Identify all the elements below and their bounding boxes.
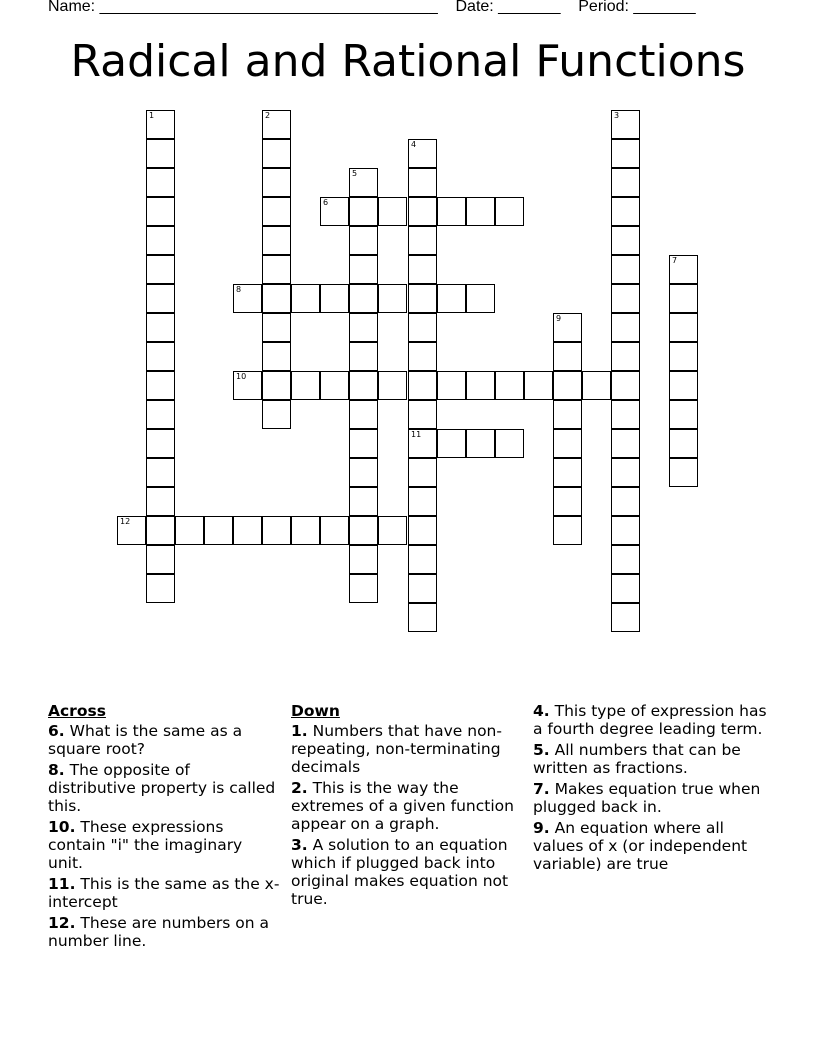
crossword-cell[interactable] xyxy=(437,284,466,313)
crossword-cell[interactable] xyxy=(408,603,437,632)
crossword-cell[interactable] xyxy=(349,429,378,458)
clue-item xyxy=(48,722,280,758)
crossword-cell[interactable] xyxy=(669,429,698,458)
clue-text: Makes equation true when plugged back in. xyxy=(533,780,761,816)
crossword-cell[interactable] xyxy=(669,313,698,342)
clue-text: This type of expression has a fourth degree leading term. xyxy=(533,702,767,738)
clue-item xyxy=(291,722,527,776)
crossword-cell[interactable] xyxy=(262,226,291,255)
crossword-cell[interactable] xyxy=(146,342,175,371)
crossword-cell[interactable] xyxy=(175,516,204,545)
clue-number: 7. xyxy=(533,780,550,798)
clue-item xyxy=(533,702,773,738)
crossword-cell[interactable] xyxy=(320,516,349,545)
crossword-cell[interactable] xyxy=(408,342,437,371)
across-clue-list xyxy=(48,722,280,950)
clue-number: 9. xyxy=(533,819,550,837)
across-heading: Across xyxy=(48,702,106,720)
crossword-cell[interactable] xyxy=(408,284,437,313)
down-clue-list-continued xyxy=(533,702,773,873)
crossword-cell[interactable] xyxy=(553,313,582,342)
clue-number-label: 3 xyxy=(614,111,620,120)
crossword-cell[interactable] xyxy=(233,371,262,400)
clue-number: 10. xyxy=(48,818,76,836)
crossword-cell[interactable] xyxy=(146,487,175,516)
crossword-cell[interactable] xyxy=(349,516,378,545)
clue-number: 3. xyxy=(291,836,308,854)
crossword-cell[interactable] xyxy=(408,313,437,342)
clue-number: 8. xyxy=(48,761,65,779)
crossword-cell[interactable] xyxy=(349,574,378,603)
crossword-cell[interactable] xyxy=(669,400,698,429)
crossword-cell[interactable] xyxy=(320,371,349,400)
crossword-cell[interactable] xyxy=(611,197,640,226)
crossword-cell[interactable] xyxy=(146,313,175,342)
crossword-cell[interactable] xyxy=(669,284,698,313)
crossword-cell[interactable] xyxy=(262,284,291,313)
crossword-cell[interactable] xyxy=(553,487,582,516)
crossword-cell[interactable] xyxy=(611,487,640,516)
clue-item xyxy=(48,875,280,911)
clue-number-label: 4 xyxy=(411,140,417,149)
crossword-cell[interactable] xyxy=(669,458,698,487)
crossword-cell[interactable] xyxy=(611,400,640,429)
crossword-cell[interactable] xyxy=(611,313,640,342)
clue-item xyxy=(48,761,280,815)
crossword-cell[interactable] xyxy=(349,487,378,516)
crossword-cell[interactable] xyxy=(262,313,291,342)
crossword-cell[interactable] xyxy=(320,197,349,226)
clue-number-label: 10 xyxy=(236,372,247,381)
crossword-cell[interactable] xyxy=(611,371,640,400)
crossword-cell[interactable] xyxy=(611,110,640,139)
crossword-cell[interactable] xyxy=(349,400,378,429)
clue-item xyxy=(533,741,773,777)
clue-item xyxy=(533,819,773,873)
crossword-cell[interactable] xyxy=(611,545,640,574)
crossword-cell[interactable] xyxy=(349,284,378,313)
crossword-cell[interactable] xyxy=(524,371,553,400)
crossword-cell[interactable] xyxy=(349,342,378,371)
crossword-cell[interactable] xyxy=(611,168,640,197)
clue-number: 11. xyxy=(48,875,76,893)
crossword-cell[interactable] xyxy=(553,371,582,400)
clue-item xyxy=(48,914,280,950)
clue-text: The opposite of distributive property is called this. xyxy=(48,761,276,815)
crossword-cell[interactable] xyxy=(146,458,175,487)
crossword-cell[interactable] xyxy=(408,545,437,574)
crossword-cell[interactable] xyxy=(262,255,291,284)
crossword-cell[interactable] xyxy=(378,284,407,313)
crossword-cell[interactable] xyxy=(146,516,175,545)
crossword-cell[interactable] xyxy=(349,458,378,487)
crossword-cell[interactable] xyxy=(146,284,175,313)
crossword-cell[interactable] xyxy=(408,458,437,487)
crossword-cell[interactable] xyxy=(437,371,466,400)
crossword-cell[interactable] xyxy=(291,371,320,400)
clue-item xyxy=(533,780,773,816)
clue-item xyxy=(291,836,527,908)
crossword-cell[interactable] xyxy=(408,574,437,603)
crossword-cell[interactable] xyxy=(117,516,146,545)
crossword-cell[interactable] xyxy=(553,458,582,487)
crossword-cell[interactable] xyxy=(611,284,640,313)
crossword-cell[interactable] xyxy=(553,400,582,429)
crossword-cell[interactable] xyxy=(408,139,437,168)
crossword-cell[interactable] xyxy=(146,400,175,429)
clue-text: What is the same as a square root? xyxy=(48,722,243,758)
crossword-cell[interactable] xyxy=(349,255,378,284)
crossword-cell[interactable] xyxy=(291,516,320,545)
crossword-cell[interactable] xyxy=(408,400,437,429)
crossword-cell[interactable] xyxy=(466,197,495,226)
clue-number-label: 11 xyxy=(411,430,422,439)
clue-number: 12. xyxy=(48,914,76,932)
crossword-cell[interactable] xyxy=(611,342,640,371)
clue-number: 6. xyxy=(48,722,65,740)
clue-number: 4. xyxy=(533,702,550,720)
crossword-cell[interactable] xyxy=(262,342,291,371)
crossword-cell[interactable] xyxy=(466,284,495,313)
crossword-cell[interactable] xyxy=(146,110,175,139)
crossword-cell[interactable] xyxy=(262,197,291,226)
crossword-cell[interactable] xyxy=(495,429,524,458)
crossword-cell[interactable] xyxy=(437,197,466,226)
clue-number-label: 7 xyxy=(672,256,678,265)
crossword-cell[interactable] xyxy=(408,516,437,545)
crossword-cell[interactable] xyxy=(146,197,175,226)
crossword-cell[interactable] xyxy=(553,342,582,371)
clue-text: This is the same as the x-intercept xyxy=(48,875,280,911)
clue-text: All numbers that can be written as fractions. xyxy=(533,741,741,777)
clue-number-label: 9 xyxy=(556,314,562,323)
crossword-cell[interactable] xyxy=(553,516,582,545)
crossword-cell[interactable] xyxy=(611,516,640,545)
crossword-cell[interactable] xyxy=(349,545,378,574)
crossword-cell[interactable] xyxy=(611,255,640,284)
crossword-cell[interactable] xyxy=(408,168,437,197)
crossword-cell[interactable] xyxy=(611,429,640,458)
clue-number-label: 12 xyxy=(120,517,131,526)
crossword-cell[interactable] xyxy=(146,429,175,458)
crossword-cell[interactable] xyxy=(320,284,349,313)
down-clue-list xyxy=(291,722,527,908)
crossword-cell[interactable] xyxy=(262,516,291,545)
clue-number-label: 6 xyxy=(323,198,329,207)
crossword-cell[interactable] xyxy=(408,429,437,458)
clues-column-down-continued xyxy=(533,702,773,876)
crossword-cell[interactable] xyxy=(466,429,495,458)
clue-item xyxy=(291,779,527,833)
clue-text: These expressions contain "i" the imaginary unit. xyxy=(48,818,243,872)
clue-text: An equation where all values of x (or independent variable) are true xyxy=(533,819,748,873)
crossword-cell[interactable] xyxy=(349,226,378,255)
crossword-cell[interactable] xyxy=(611,226,640,255)
crossword-cell[interactable] xyxy=(146,255,175,284)
down-heading: Down xyxy=(291,702,340,720)
crossword-cell[interactable] xyxy=(262,168,291,197)
clue-number-label: 1 xyxy=(149,111,155,120)
clue-item xyxy=(48,818,280,872)
crossword-cell[interactable] xyxy=(378,516,407,545)
crossword-cell[interactable] xyxy=(611,458,640,487)
crossword-cell[interactable] xyxy=(611,574,640,603)
crossword-cell[interactable] xyxy=(495,371,524,400)
crossword-cell[interactable] xyxy=(669,342,698,371)
crossword-cell[interactable] xyxy=(262,110,291,139)
crossword-cell[interactable] xyxy=(146,574,175,603)
clue-text: A solution to an equation which if plugged back into original makes equation not true. xyxy=(291,836,509,908)
crossword-cell[interactable] xyxy=(466,371,495,400)
name-date-period-line: Name: ______________________________________ Date: _______ Period: _______ xyxy=(48,0,696,15)
crossword-cell[interactable] xyxy=(146,168,175,197)
crossword-cell[interactable] xyxy=(291,284,320,313)
crossword-cell[interactable] xyxy=(408,371,437,400)
crossword-cell[interactable] xyxy=(349,197,378,226)
crossword-cell[interactable] xyxy=(378,371,407,400)
crossword-cell[interactable] xyxy=(146,371,175,400)
crossword-cell[interactable] xyxy=(349,371,378,400)
crossword-cell[interactable] xyxy=(233,284,262,313)
crossword-cell[interactable] xyxy=(262,139,291,168)
crossword-cell[interactable] xyxy=(582,371,611,400)
crossword-cell[interactable] xyxy=(408,226,437,255)
crossword-cell[interactable] xyxy=(669,371,698,400)
clue-number-label: 5 xyxy=(352,169,358,178)
crossword-cell[interactable] xyxy=(408,487,437,516)
crossword-cell[interactable] xyxy=(437,429,466,458)
crossword-cell[interactable] xyxy=(553,429,582,458)
clues-column-down xyxy=(291,702,527,911)
clue-text: These are numbers on a number line. xyxy=(48,914,269,950)
crossword-cell[interactable] xyxy=(611,603,640,632)
crossword-cell[interactable] xyxy=(349,168,378,197)
clue-number-label: 8 xyxy=(236,285,242,294)
crossword-cell[interactable] xyxy=(495,197,524,226)
clue-text: Numbers that have non-repeating, non-terminating decimals xyxy=(291,722,502,776)
crossword-cell[interactable] xyxy=(204,516,233,545)
crossword-cell[interactable] xyxy=(262,400,291,429)
crossword-cell[interactable] xyxy=(146,139,175,168)
crossword-cell[interactable] xyxy=(378,197,407,226)
crossword-cell[interactable] xyxy=(146,226,175,255)
clue-number: 5. xyxy=(533,741,550,759)
clues-column-across xyxy=(48,702,280,953)
crossword-cell[interactable] xyxy=(669,255,698,284)
worksheet-title: Radical and Rational Functions xyxy=(70,36,746,87)
crossword-cell[interactable] xyxy=(349,313,378,342)
clue-number: 1. xyxy=(291,722,308,740)
clue-text: This is the way the extremes of a given function appear on a graph. xyxy=(291,779,514,833)
crossword-cell[interactable] xyxy=(262,371,291,400)
crossword-cell[interactable] xyxy=(611,139,640,168)
crossword-cell[interactable] xyxy=(408,197,437,226)
clue-number: 2. xyxy=(291,779,308,797)
crossword-cell[interactable] xyxy=(408,255,437,284)
crossword-cell[interactable] xyxy=(146,545,175,574)
clue-number-label: 2 xyxy=(265,111,271,120)
crossword-cell[interactable] xyxy=(233,516,262,545)
